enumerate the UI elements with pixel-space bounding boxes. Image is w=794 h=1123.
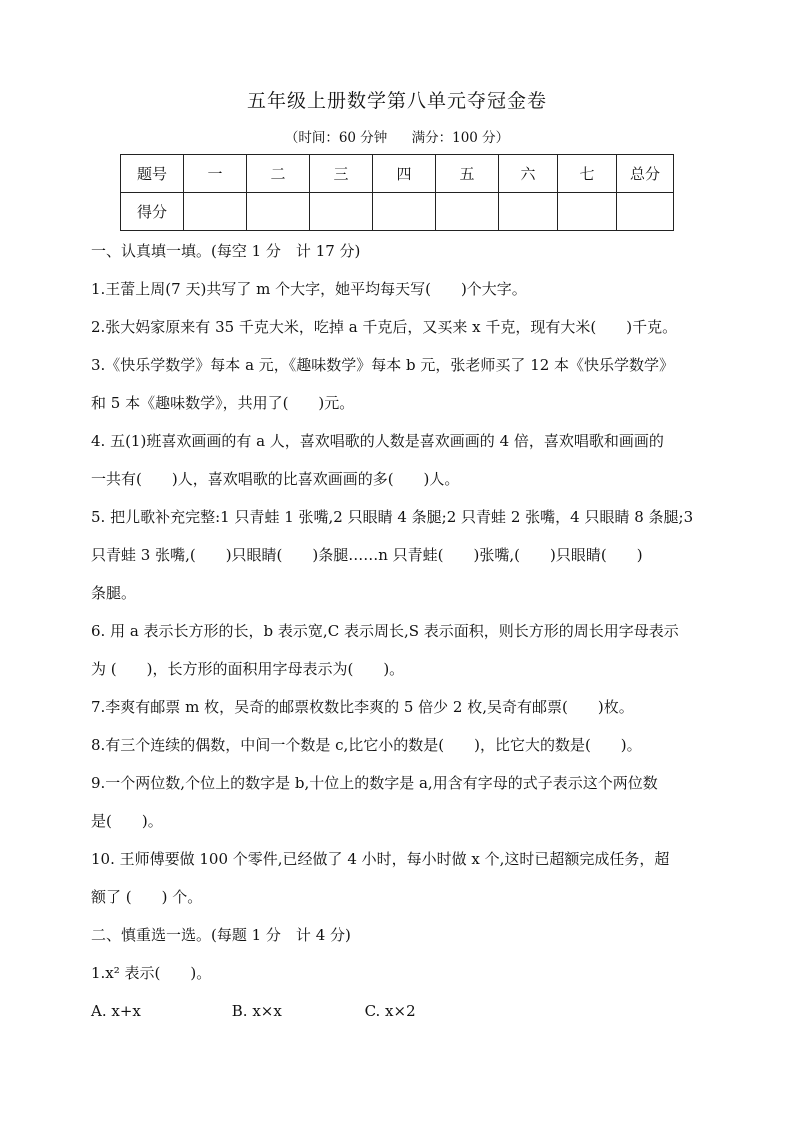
exam-info bbox=[0, 126, 794, 146]
section-heading: 二、慎重选一选。(每题 1 分 计 4 分) bbox=[91, 926, 351, 944]
score-table-cell: 五 bbox=[436, 155, 499, 193]
score-input-cell[interactable] bbox=[184, 193, 247, 231]
score-table-cell: 题号 bbox=[121, 155, 184, 193]
question-line: 7.李爽有邮票 m 枚，吴奇的邮票枚数比李爽的 5 倍少 2 枚,吴奇有邮票( )枚。 bbox=[91, 698, 634, 716]
score-table-score-row bbox=[121, 193, 674, 231]
question-line: 8.有三个连续的偶数，中间一个数是 c,比它小的数是( )，比它大的数是( )。 bbox=[91, 736, 642, 754]
page-title: 五年级上册数学第八单元夺冠金卷 bbox=[246, 90, 547, 112]
score-table-cell: 七 bbox=[558, 155, 617, 193]
question-line: 1.x² 表示( )。 bbox=[91, 964, 212, 982]
question-line: 只青蛙 3 张嘴,( )只眼睛( )条腿……n 只青蛙( )张嘴,( )只眼睛( ) bbox=[91, 546, 643, 564]
question-line: 条腿。 bbox=[91, 584, 137, 602]
score-table-cell: 六 bbox=[499, 155, 558, 193]
question-line: 10. 王师傅要做 100 个零件,已经做了 4 小时，每小时做 x 个,这时已超额完成任务，超 bbox=[91, 850, 670, 868]
score-input-cell[interactable] bbox=[617, 193, 674, 231]
score-table bbox=[120, 154, 674, 231]
exam-time: （时间：60 分钟 bbox=[284, 130, 388, 146]
question-line: 为 ( )，长方形的面积用字母表示为( )。 bbox=[91, 660, 405, 678]
question-line: 6. 用 a 表示长方形的长，b 表示宽,C 表示周长,S 表示面积，则长方形的周长用字母表示 bbox=[91, 622, 679, 640]
question-line: 和 5 本《趣味数学》，共用了( )元。 bbox=[91, 394, 355, 412]
score-input-cell[interactable] bbox=[310, 193, 373, 231]
score-input-cell[interactable] bbox=[436, 193, 499, 231]
choice-option-a[interactable]: A. x+x bbox=[91, 1002, 141, 1020]
question-line: 1.王蕾上周(7 天)共写了 m 个大字，她平均每天写( )个大字。 bbox=[91, 280, 527, 298]
score-table-cell: 四 bbox=[373, 155, 436, 193]
question-line: 一共有( )人，喜欢唱歌的比喜欢画画的多( )人。 bbox=[91, 470, 460, 488]
question-line: 2.张大妈家原来有 35 千克大米，吃掉 a 千克后，又买来 x 千克，现有大米( )千克。 bbox=[91, 318, 678, 336]
question-line: 5. 把儿歌补充完整:1 只青蛙 1 张嘴,2 只眼睛 4 条腿;2 只青蛙 2 张嘴，4 只眼睛 8 条腿;3 bbox=[91, 508, 694, 526]
score-row-label: 得分 bbox=[121, 193, 184, 231]
score-table-cell: 三 bbox=[310, 155, 373, 193]
choice-options bbox=[91, 992, 711, 1030]
score-input-cell[interactable] bbox=[247, 193, 310, 231]
choice-option-c[interactable]: C. x×2 bbox=[364, 1002, 416, 1020]
question-line: 9.一个两位数,个位上的数字是 b,十位上的数字是 a,用含有字母的式子表示这个两位数 bbox=[91, 774, 658, 792]
score-table-cell: 二 bbox=[247, 155, 310, 193]
question-line: 额了 ( ) 个。 bbox=[91, 888, 203, 906]
score-input-cell[interactable] bbox=[373, 193, 436, 231]
score-input-cell[interactable] bbox=[499, 193, 558, 231]
question-line: 3.《快乐学数学》每本 a 元，《趣味数学》每本 b 元，张老师买了 12 本《快乐学数学》 bbox=[91, 356, 675, 374]
question-content bbox=[91, 232, 711, 1030]
question-line: 是( )。 bbox=[91, 812, 163, 830]
score-table-cell: 一 bbox=[184, 155, 247, 193]
question-line: 4. 五(1)班喜欢画画的有 a 人，喜欢唱歌的人数是喜欢画画的 4 倍，喜欢唱歌和画画的 bbox=[91, 432, 664, 450]
score-input-cell[interactable] bbox=[558, 193, 617, 231]
section-heading: 一、认真填一填。(每空 1 分 计 17 分) bbox=[91, 242, 361, 260]
exam-full-score: 满分：100 分） bbox=[411, 130, 510, 146]
choice-option-b[interactable]: B. x×x bbox=[231, 1002, 282, 1020]
score-table-header-row bbox=[121, 155, 674, 193]
score-table-cell: 总分 bbox=[617, 155, 674, 193]
